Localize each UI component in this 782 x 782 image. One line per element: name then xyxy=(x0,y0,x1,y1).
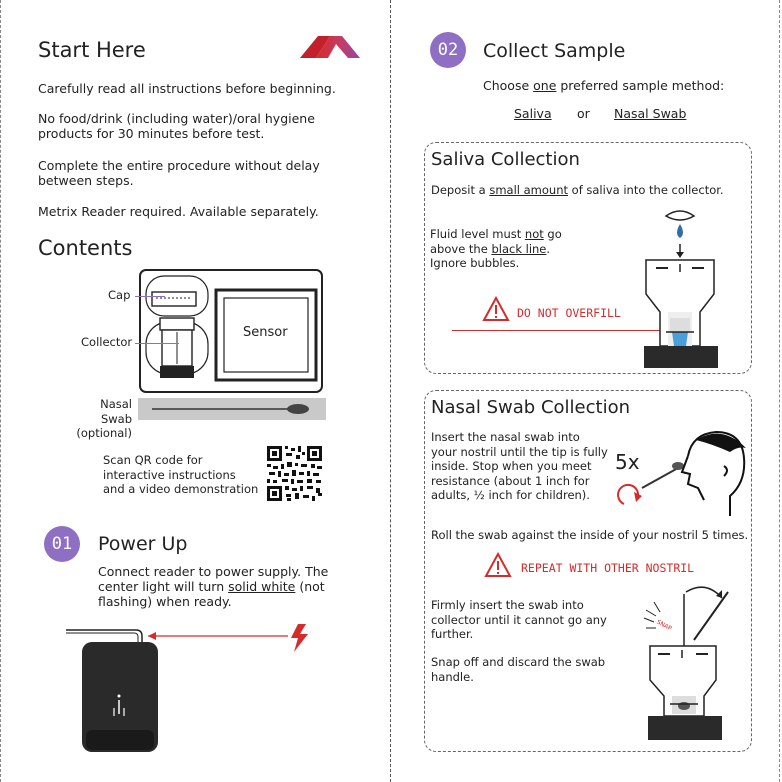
nasal-swab-label xyxy=(66,397,132,441)
choose-method xyxy=(483,78,724,93)
kit-tray-illustration xyxy=(138,268,328,396)
right-cut-line xyxy=(779,0,780,782)
snap-discard-text: Snap off and discard the swab handle. xyxy=(431,655,606,684)
fluid-level-text xyxy=(430,227,580,271)
nasal-swab-face-illustration xyxy=(612,426,750,518)
saliva-deposit-text xyxy=(431,183,749,198)
instruction-read: Carefully read all instructions before beginning. xyxy=(38,81,336,96)
fluid-text-c: . xyxy=(546,241,551,256)
fluid-text-a: Fluid level must xyxy=(430,227,525,241)
power-bolt-icon xyxy=(291,624,308,652)
step-01-badge: 01 xyxy=(44,526,80,562)
reader-power-illustration xyxy=(62,622,322,754)
firmly-insert-text: Firmly insert the swab into collector until it cannot go any further. xyxy=(431,598,607,641)
snap-label: SNAP xyxy=(655,618,673,633)
deposit-text-b: of saliva into the collector. xyxy=(568,183,724,197)
nasal-swab-label-line1: Nasal Swab xyxy=(100,397,132,426)
instruction-reader-required: Metrix Reader required. Available separately. xyxy=(38,204,319,219)
warning-icon xyxy=(482,296,510,322)
choose-text-a: Choose xyxy=(483,78,534,93)
nasal-swab-label-line2: (optional) xyxy=(76,426,132,440)
overfill-pointer-line xyxy=(452,330,664,331)
deposit-text-a: Deposit a xyxy=(431,183,490,197)
cap-pointer xyxy=(135,296,165,297)
repeat-other-nostril-warning: REPEAT WITH OTHER NOSTRIL xyxy=(521,561,695,575)
saliva-collector-illustration xyxy=(636,206,722,370)
option-nasal-swab-link[interactable]: Nasal Swab xyxy=(614,106,687,121)
fluid-text-not: not xyxy=(524,227,544,241)
repeat-warning-icon xyxy=(484,552,512,578)
collect-sample-title: Collect Sample xyxy=(483,40,626,62)
do-not-overfill-warning: DO NOT OVERFILL xyxy=(517,306,621,320)
contents-title: Contents xyxy=(38,236,133,260)
repeat-count: 5x xyxy=(615,450,640,474)
collector-label: Collector xyxy=(81,335,133,349)
sensor-label: Sensor xyxy=(243,325,288,340)
choose-text-one: one xyxy=(533,78,557,93)
step-02-badge: 02 xyxy=(430,32,466,68)
fluid-text-bubbles: Ignore bubbles. xyxy=(430,256,520,270)
brand-logo xyxy=(298,34,362,60)
deposit-text-small-amount: small amount xyxy=(489,183,568,197)
power-up-text-b: (not flashing) when ready. xyxy=(98,579,325,609)
power-up-text-solid-white: solid white xyxy=(228,579,296,594)
power-up-instructions xyxy=(98,564,338,609)
option-or: or xyxy=(577,106,590,121)
nasal-swab-collection-title: Nasal Swab Collection xyxy=(431,397,630,418)
qr-instructions: Scan QR code for interactive instructions and a video demonstration xyxy=(103,453,259,496)
swab-snap-illustration xyxy=(636,584,740,746)
saliva-collection-title: Saliva Collection xyxy=(431,149,580,170)
option-saliva-link[interactable]: Saliva xyxy=(514,106,552,121)
instruction-no-food: No food/drink (including water)/oral hygiene products for 30 minutes before test. xyxy=(38,111,315,141)
fluid-text-black-line: black line xyxy=(491,241,547,256)
fold-line xyxy=(390,0,391,782)
left-cut-line xyxy=(0,0,1,782)
instruction-no-delay: Complete the entire procedure without delay between steps. xyxy=(38,158,320,188)
choose-text-b: preferred sample method: xyxy=(556,78,725,93)
nasal-roll-text: Roll the swab against the inside of your nostril 5 times. xyxy=(431,528,749,542)
power-up-title: Power Up xyxy=(98,533,188,555)
nasal-insert-text: Insert the nasal swab into your nostril until the tip is fully inside. Stop when you meet resistance (about 1 inch for adults, ½ inch for children). xyxy=(431,430,608,502)
collector-pointer xyxy=(135,343,179,344)
start-here-title: Start Here xyxy=(38,38,146,62)
nasal-swab-illustration xyxy=(138,398,328,422)
power-up-text-a: Connect reader to power supply. The center light will turn xyxy=(98,564,329,594)
qr-code[interactable] xyxy=(267,446,322,501)
cap-label: Cap xyxy=(108,288,131,302)
fluid-text-b: go above the xyxy=(430,227,562,256)
